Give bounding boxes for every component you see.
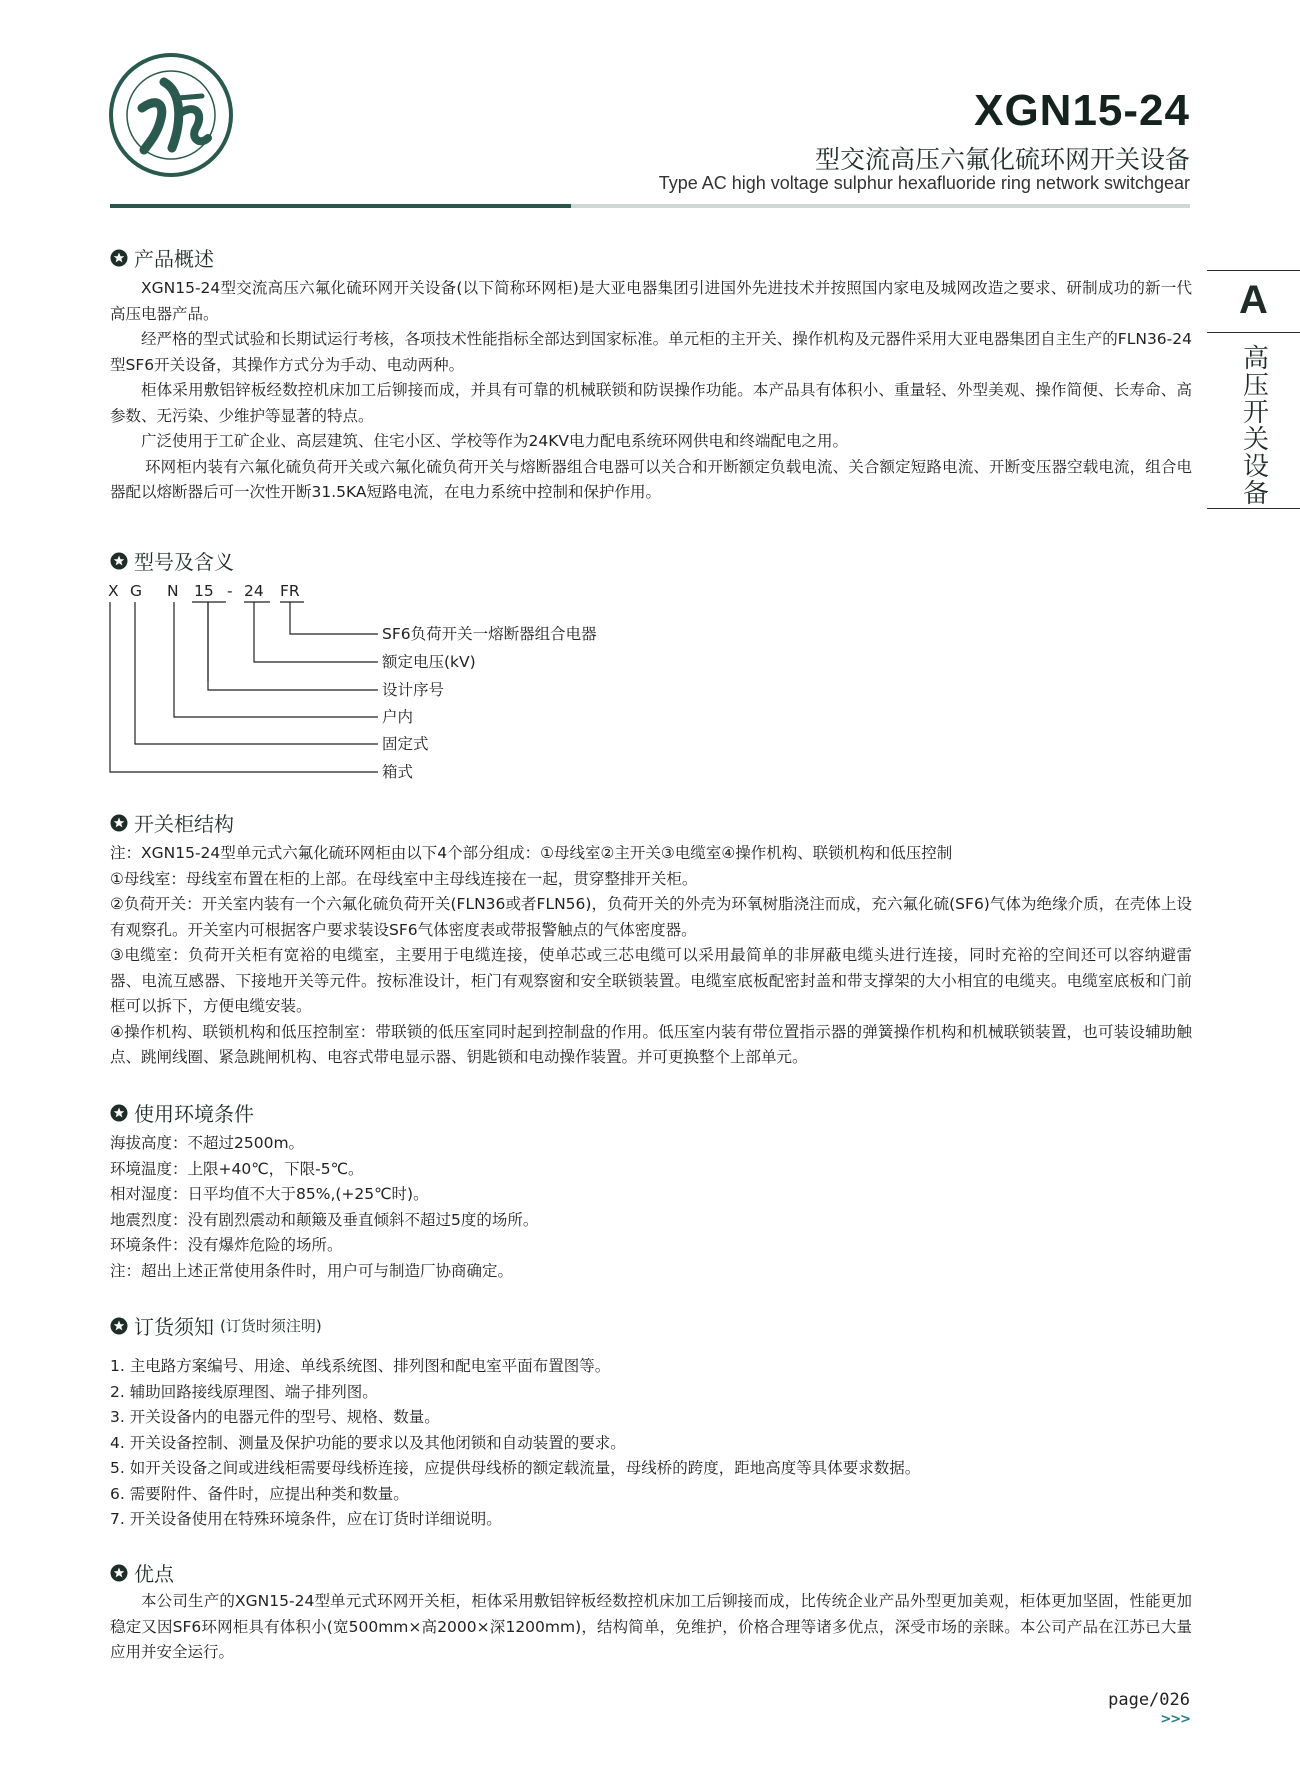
star-badge-icon: [110, 1317, 128, 1335]
section-title-model: [110, 546, 234, 575]
section-title-text: 优点: [134, 1562, 174, 1586]
section-title-ordering: [110, 1311, 322, 1340]
advantages-text: [110, 1589, 1192, 1666]
model-title: XGN15-24: [974, 86, 1190, 135]
ordering-item: 1. 主电路方案编号、用途、单线系统图、排列图和配电室平面布置图等。: [110, 1357, 611, 1375]
ordering-item: 3. 开关设备内的电器元件的型号、规格、数量。: [110, 1408, 440, 1426]
english-title: Type AC high voltage sulphur hexafluoride ring network switchgear: [658, 173, 1190, 193]
code-label: 户内: [382, 708, 414, 726]
overview-paragraph: 环网柜内装有六氟化硫负荷开关或六氟化硫负荷开关与熔断器组合电器可以关合和开断额定负载电流、关合额定短路电流、开断变压器空载电流，组合电器配以熔断器后可一次性开断31.5KA短路电流，在电力系统中控制和保护作用。: [110, 457, 1192, 501]
section-title-environment: [110, 1098, 254, 1127]
environment-line: 海拔高度：不超过2500m。: [110, 1134, 305, 1152]
ordering-item: 2. 辅助回路接线原理图、端子排列图。: [110, 1382, 378, 1401]
ordering-item: 5. 如开关设备之间或进线柜需要母线桥连接，应提供母线桥的额定载流量，母线桥的跨度，距地高度等具体要求数据。: [110, 1459, 921, 1477]
side-tab-text: [1207, 344, 1300, 513]
code-label: 设计序号: [382, 681, 445, 699]
code-label: 固定式: [382, 735, 429, 753]
ordering-item: 7. 开关设备使用在特殊环境条件，应在订货时详细说明。: [110, 1510, 502, 1528]
ordering-item: 4. 开关设备控制、测量及保护功能的要求以及其他闭锁和自动装置的要求。: [110, 1433, 626, 1452]
environment-list: [110, 1131, 1192, 1284]
environment-line: 注：超出上述正常使用条件时，用户可与制造厂协商确定。: [110, 1261, 514, 1280]
advantages-paragraph: 本公司生产的XGN15-24型单元式环网开关柜，柜体采用敷铝锌板经数控机床加工后铆接而成，比传统企业产品外型更加美观，柜体更加坚固，性能更加稳定又因SF6环网柜具有体积小(宽500mm×高2000×深1200mm)，结构简单，免维护，价格合理等诸多优点，深受市场的亲睐。本公司产品在江苏已大量应用并安全运行。: [110, 1592, 1192, 1661]
code-label: 箱式: [382, 763, 414, 781]
header-divider: [110, 204, 1190, 208]
overview-paragraph: XGN15-24型交流高压六氟化硫环网开关设备(以下简称环网柜)是大亚电器集团引进国外先进技术并按照国内家电及城网改造之要求、研制成功的新一代高压电器产品。: [110, 279, 1192, 323]
environment-line: 环境条件：没有爆炸危险的场所。: [110, 1236, 343, 1254]
code-char-15: 15: [194, 582, 214, 600]
model-code-diagram: [108, 576, 668, 786]
ordering-item: 6. 需要附件、备件时，应提出种类和数量。: [110, 1484, 409, 1503]
overview-text: [110, 276, 1192, 506]
structure-paragraph: ③电缆室：负荷开关柜有宽裕的电缆室，主要用于电缆连接，使单芯或三芯电缆可以采用最简单的非屏蔽电缆头进行连接，同时充裕的空间还可以容纳避雷器、电流互感器、下接地开关等元件。按标准设计，柜门有观察窗和安全联锁装置。电缆室底板配密封盖和带支撑架的大小相宜的电缆夹。电缆室底板和门前框可以拆下，方便电缆安装。: [110, 946, 1192, 1015]
structure-paragraph: ①母线室：母线室布置在柜的上部。在母线室中主母线连接在一起，贯穿整排开关柜。: [110, 869, 698, 888]
star-badge-icon: [110, 249, 128, 267]
overview-paragraph: 柜体采用敷铝锌板经数控机床加工后铆接而成，并具有可靠的机械联锁和防误操作功能。本产品具有体积小、重量轻、外型美观、操作简便、长寿命、高参数、无污染、少维护等显著的特点。: [110, 381, 1192, 425]
structure-text: [110, 841, 1192, 1071]
next-page-arrows[interactable]: >>>: [1160, 1712, 1190, 1727]
code-char-g: G: [130, 582, 143, 600]
side-tab-label: 高压开关设备: [1238, 344, 1269, 506]
code-label: SF6负荷开关一熔断器组合电器: [382, 625, 597, 643]
section-title-text: 产品概述: [134, 247, 214, 271]
section-title-overview: [110, 243, 214, 272]
structure-paragraph: ②负荷开关：开关室内装有一个六氟化硫负荷开关(FLN36或者FLN56)，负荷开关的外壳为环氧树脂浇注而成，充六氟化硫(SF6)气体为绝缘介质，在壳体上设有观察孔。开关室内可根据客户要求装设SF6气体密度表或带报警触点的气体密度器。: [110, 895, 1192, 939]
star-badge-icon: [110, 1104, 128, 1122]
structure-paragraph: ④操作机构、联锁机构和低压控制室：带联锁的低压室同时起到控制盘的作用。低压室内装有带位置指示器的弹簧操作机构和机械联锁装置，也可装设辅助触点、跳闸线圈、紧急跳闸机构、电容式带电显示器、钥匙锁和电动操作装置。并可更换整个上部单元。: [110, 1022, 1192, 1066]
code-char-n: N: [167, 582, 179, 600]
section-title-structure: [110, 808, 234, 837]
side-category-tab[interactable]: [1207, 270, 1300, 510]
code-char-dash: -: [227, 582, 233, 600]
ordering-note: (订货时须注明): [220, 1317, 322, 1335]
section-title-text: 开关柜结构: [134, 812, 234, 836]
star-badge-icon: [110, 552, 128, 570]
section-title-text: 订货须知: [134, 1315, 214, 1339]
ordering-list: [110, 1354, 1192, 1533]
environment-line: 环境温度：上限+40℃，下限-5℃。: [110, 1159, 364, 1178]
star-badge-icon: [110, 1564, 128, 1582]
section-title-text: 型号及含义: [134, 550, 234, 574]
environment-line: 地震烈度：没有剧烈震动和颠簸及垂直倾斜不超过5度的场所。: [110, 1210, 539, 1229]
chinese-title: 型交流高压六氟化硫环网开关设备: [814, 145, 1190, 174]
structure-paragraph: 注：XGN15-24型单元式六氟化硫环网柜由以下4个部分组成：①母线室②主开关③电缆室④操作机构、联锁机构和低压控制: [110, 844, 953, 862]
section-title-advantages: [110, 1558, 174, 1587]
code-char-fr: FR: [280, 582, 300, 600]
section-title-text: 使用环境条件: [134, 1102, 254, 1126]
code-label: 额定电压(kV): [382, 653, 476, 671]
code-char-24: 24: [244, 582, 264, 600]
star-badge-icon: [110, 814, 128, 832]
environment-line: 相对湿度：日平均值不大于85%,(+25℃时)。: [110, 1185, 429, 1203]
overview-paragraph: 广泛使用于工矿企业、高层建筑、住宅小区、学校等作为24KV电力配电系统环网供电和终端配电之用。: [141, 432, 848, 450]
side-tab-letter: A: [1239, 278, 1268, 322]
code-char-x: X: [108, 582, 119, 600]
page-number: page/026: [1108, 1690, 1190, 1710]
overview-paragraph: 经严格的型式试验和长期试运行考核，各项技术性能指标全部达到国家标准。单元柜的主开关、操作机构及元器件采用大亚电器集团自主生产的FLN36-24型SF6开关设备，其操作方式分为手动、电动两种。: [110, 330, 1192, 374]
company-logo: [108, 52, 234, 178]
